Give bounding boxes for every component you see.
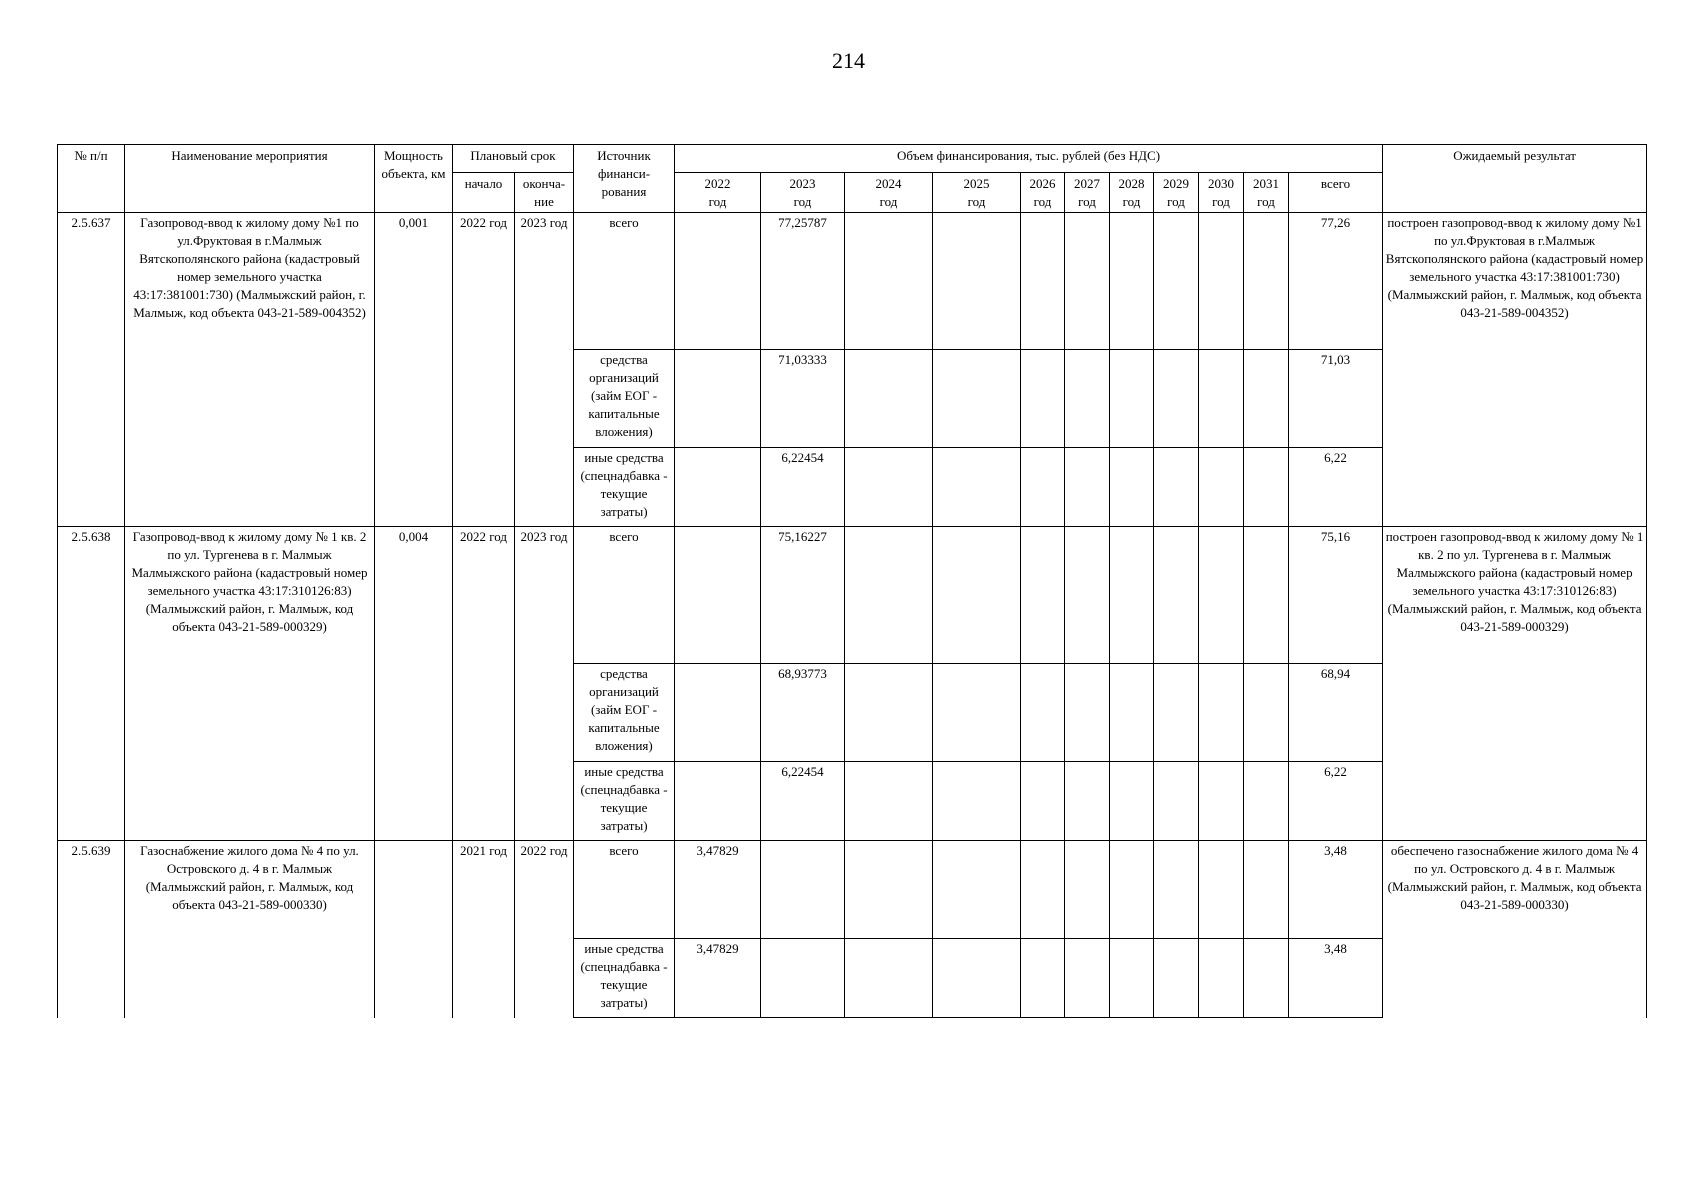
amount-2023: 75,16227 [761, 527, 845, 664]
header-num: № п/п [58, 145, 125, 213]
amount-2028 [1110, 664, 1154, 762]
amount-2023: 6,22454 [761, 762, 845, 841]
amount-total: 6,22 [1289, 762, 1383, 841]
amount-2024 [845, 213, 933, 350]
amount-2022: 3,47829 [675, 939, 761, 1018]
amount-2029 [1154, 762, 1199, 841]
entry-capacity [375, 841, 453, 1018]
header-year-unit: год [1122, 194, 1141, 209]
amount-2027 [1065, 527, 1110, 664]
expected-result: построен газопровод-ввод к жилому дому № 1 кв. 2 по ул. Тургенева в г. Малмыж Малмыжского района (кадастровый номер земельного участка 43:17:310126:83) (Малмыжский район, г. Малмыж, код объекта 043-21-589-000329) [1383, 527, 1647, 841]
amount-2022 [675, 762, 761, 841]
amount-2026 [1021, 448, 1065, 527]
header-year-value: 2031 [1253, 176, 1279, 191]
funding-source: средства организаций (займ ЕОГ - капитальные вложения) [574, 664, 675, 762]
amount-2028 [1110, 939, 1154, 1018]
funding-source: всего [574, 213, 675, 350]
funding-source: всего [574, 527, 675, 664]
amount-2026 [1021, 350, 1065, 448]
amount-2030 [1199, 762, 1244, 841]
header-year-unit: год [1078, 194, 1096, 209]
header-year-unit: год [967, 194, 986, 209]
table-row [58, 841, 1647, 939]
amount-2027 [1065, 664, 1110, 762]
header-capacity: Мощность объекта, км [375, 145, 453, 213]
amount-2028 [1110, 527, 1154, 664]
entry-name: Газоснабжение жилого дома № 4 по ул. Островского д. 4 в г. Малмыж (Малмыжский район, г. Малмыж, код объекта 043-21-589-000330) [125, 841, 375, 1018]
amount-2025 [933, 448, 1021, 527]
amount-2025 [933, 664, 1021, 762]
amount-2025 [933, 213, 1021, 350]
amount-2027 [1065, 213, 1110, 350]
amount-2025 [933, 841, 1021, 939]
header-result: Ожидаемый результат [1383, 145, 1647, 213]
header-year-value: 2029 [1163, 176, 1189, 191]
header-term-end: оконча-ние [515, 173, 574, 213]
amount-2023: 71,03333 [761, 350, 845, 448]
amount-total: 3,48 [1289, 841, 1383, 939]
amount-2028 [1110, 448, 1154, 527]
amount-2025 [933, 527, 1021, 664]
amount-2029 [1154, 527, 1199, 664]
header-year-value: 2028 [1118, 176, 1145, 191]
amount-2028 [1110, 762, 1154, 841]
amount-2025 [933, 939, 1021, 1018]
amount-2030 [1199, 527, 1244, 664]
amount-total: 71,03 [1289, 350, 1383, 448]
amount-2026 [1021, 664, 1065, 762]
amount-2029 [1154, 841, 1199, 939]
header-year-2024 [845, 173, 933, 213]
amount-2031 [1244, 350, 1289, 448]
amount-2030 [1199, 664, 1244, 762]
amount-2024 [845, 527, 933, 664]
amount-2031 [1244, 664, 1289, 762]
amount-2030 [1199, 841, 1244, 939]
header-year-value: 2022 [704, 176, 731, 191]
funding-source: иные средства (спецнадбавка - текущие затраты) [574, 762, 675, 841]
entry-capacity: 0,004 [375, 527, 453, 841]
amount-2027 [1065, 762, 1110, 841]
header-volume: Объем финансирования, тыс. рублей (без НДС) [675, 145, 1383, 173]
header-year-unit: год [1167, 194, 1185, 209]
header-year-2027 [1065, 173, 1110, 213]
financing-table [57, 144, 1647, 1018]
header-year-2029 [1154, 173, 1199, 213]
header-year-2028 [1110, 173, 1154, 213]
amount-2027 [1065, 448, 1110, 527]
amount-total: 3,48 [1289, 939, 1383, 1018]
header-year-2025 [933, 173, 1021, 213]
amount-2031 [1244, 762, 1289, 841]
amount-2027 [1065, 350, 1110, 448]
amount-2024 [845, 762, 933, 841]
header-year-unit: год [1033, 194, 1052, 209]
amount-2024 [845, 448, 933, 527]
amount-2031 [1244, 213, 1289, 350]
amount-total: 77,26 [1289, 213, 1383, 350]
amount-2022 [675, 664, 761, 762]
entry-start: 2022 год [453, 527, 515, 841]
header-year-2031 [1244, 173, 1289, 213]
amount-2024 [845, 939, 933, 1018]
header-year-unit: год [1212, 194, 1230, 209]
header-term: Плановый срок [453, 145, 574, 173]
amount-2022: 3,47829 [675, 841, 761, 939]
header-year-2023 [761, 173, 845, 213]
amount-2023: 68,93773 [761, 664, 845, 762]
amount-2031 [1244, 939, 1289, 1018]
amount-2027 [1065, 841, 1110, 939]
amount-2025 [933, 350, 1021, 448]
entry-number: 2.5.639 [58, 841, 125, 1018]
amount-2028 [1110, 841, 1154, 939]
entry-start: 2021 год [453, 841, 515, 1018]
entry-name: Газопровод-ввод к жилому дому №1 по ул.Фруктовая в г.Малмыж Вятскополянского района (кадастровый номер земельного участка 43:17:381001:730) (Малмыжский район, г. Малмыж, код объекта 043-21-589-004352) [125, 213, 375, 527]
entry-end: 2022 год [515, 841, 574, 1018]
amount-2026 [1021, 939, 1065, 1018]
entry-number: 2.5.638 [58, 527, 125, 841]
amount-2026 [1021, 527, 1065, 664]
amount-total: 75,16 [1289, 527, 1383, 664]
table-row [58, 527, 1647, 664]
amount-2024 [845, 664, 933, 762]
header-year-2022 [675, 173, 761, 213]
amount-2030 [1199, 213, 1244, 350]
amount-2030 [1199, 350, 1244, 448]
amount-2028 [1110, 350, 1154, 448]
expected-result: обеспечено газоснабжение жилого дома № 4 по ул. Островского д. 4 в г. Малмыж (Малмыжский район, г. Малмыж, код объекта 043-21-589-000330) [1383, 841, 1647, 1018]
amount-2031 [1244, 841, 1289, 939]
header-year-value: 2030 [1208, 176, 1234, 191]
page-number: 214 [832, 48, 865, 73]
amount-2029 [1154, 448, 1199, 527]
header-year-unit: год [1257, 194, 1275, 209]
header-year-unit: год [879, 194, 898, 209]
header-year-value: 2026 [1029, 176, 1056, 191]
header-source: Источник финанси-рования [574, 145, 675, 213]
amount-2023 [761, 841, 845, 939]
header-year-unit: год [793, 194, 812, 209]
amount-total: 6,22 [1289, 448, 1383, 527]
amount-2023: 6,22454 [761, 448, 845, 527]
header-year-value: 2027 [1074, 176, 1100, 191]
table-row [58, 213, 1647, 350]
amount-2026 [1021, 213, 1065, 350]
header-year-value: 2023 [789, 176, 816, 191]
amount-2030 [1199, 939, 1244, 1018]
amount-2030 [1199, 448, 1244, 527]
funding-source: всего [574, 841, 675, 939]
expected-result: построен газопровод-ввод к жилому дому №1 по ул.Фруктовая в г.Малмыж Вятскополянского района (кадастровый номер земельного участка 43:17:381001:730) (Малмыжский район, г. Малмыж, код объекта 043-21-589-004352) [1383, 213, 1647, 527]
header-year-2026 [1021, 173, 1065, 213]
entry-end: 2023 год [515, 527, 574, 841]
amount-2022 [675, 527, 761, 664]
amount-2022 [675, 213, 761, 350]
header-total: всего [1289, 173, 1383, 213]
amount-2031 [1244, 448, 1289, 527]
amount-2023: 77,25787 [761, 213, 845, 350]
funding-source: иные средства (спецнадбавка - текущие затраты) [574, 448, 675, 527]
amount-2029 [1154, 664, 1199, 762]
funding-source: средства организаций (займ ЕОГ - капитальные вложения) [574, 350, 675, 448]
entry-capacity: 0,001 [375, 213, 453, 527]
header-year-2030 [1199, 173, 1244, 213]
amount-2022 [675, 448, 761, 527]
amount-2029 [1154, 213, 1199, 350]
header-term-start: начало [453, 173, 515, 213]
amount-2029 [1154, 350, 1199, 448]
funding-source: иные средства (спецнадбавка - текущие затраты) [574, 939, 675, 1018]
amount-2026 [1021, 762, 1065, 841]
amount-2025 [933, 762, 1021, 841]
entry-name: Газопровод-ввод к жилому дому № 1 кв. 2 по ул. Тургенева в г. Малмыж Малмыжского района (кадастровый номер земельного участка 43:17:310126:83) (Малмыжский район, г. Малмыж, код объекта 043-21-589-000329) [125, 527, 375, 841]
amount-2026 [1021, 841, 1065, 939]
amount-2028 [1110, 213, 1154, 350]
entry-start: 2022 год [453, 213, 515, 527]
header-year-value: 2025 [963, 176, 990, 191]
entry-end: 2023 год [515, 213, 574, 527]
amount-2023 [761, 939, 845, 1018]
amount-2024 [845, 350, 933, 448]
amount-2022 [675, 350, 761, 448]
amount-2031 [1244, 527, 1289, 664]
header-year-unit: год [708, 194, 727, 209]
amount-2029 [1154, 939, 1199, 1018]
amount-2024 [845, 841, 933, 939]
header-name: Наименование мероприятия [125, 145, 375, 213]
header-year-value: 2024 [875, 176, 902, 191]
amount-total: 68,94 [1289, 664, 1383, 762]
entry-number: 2.5.637 [58, 213, 125, 527]
amount-2027 [1065, 939, 1110, 1018]
